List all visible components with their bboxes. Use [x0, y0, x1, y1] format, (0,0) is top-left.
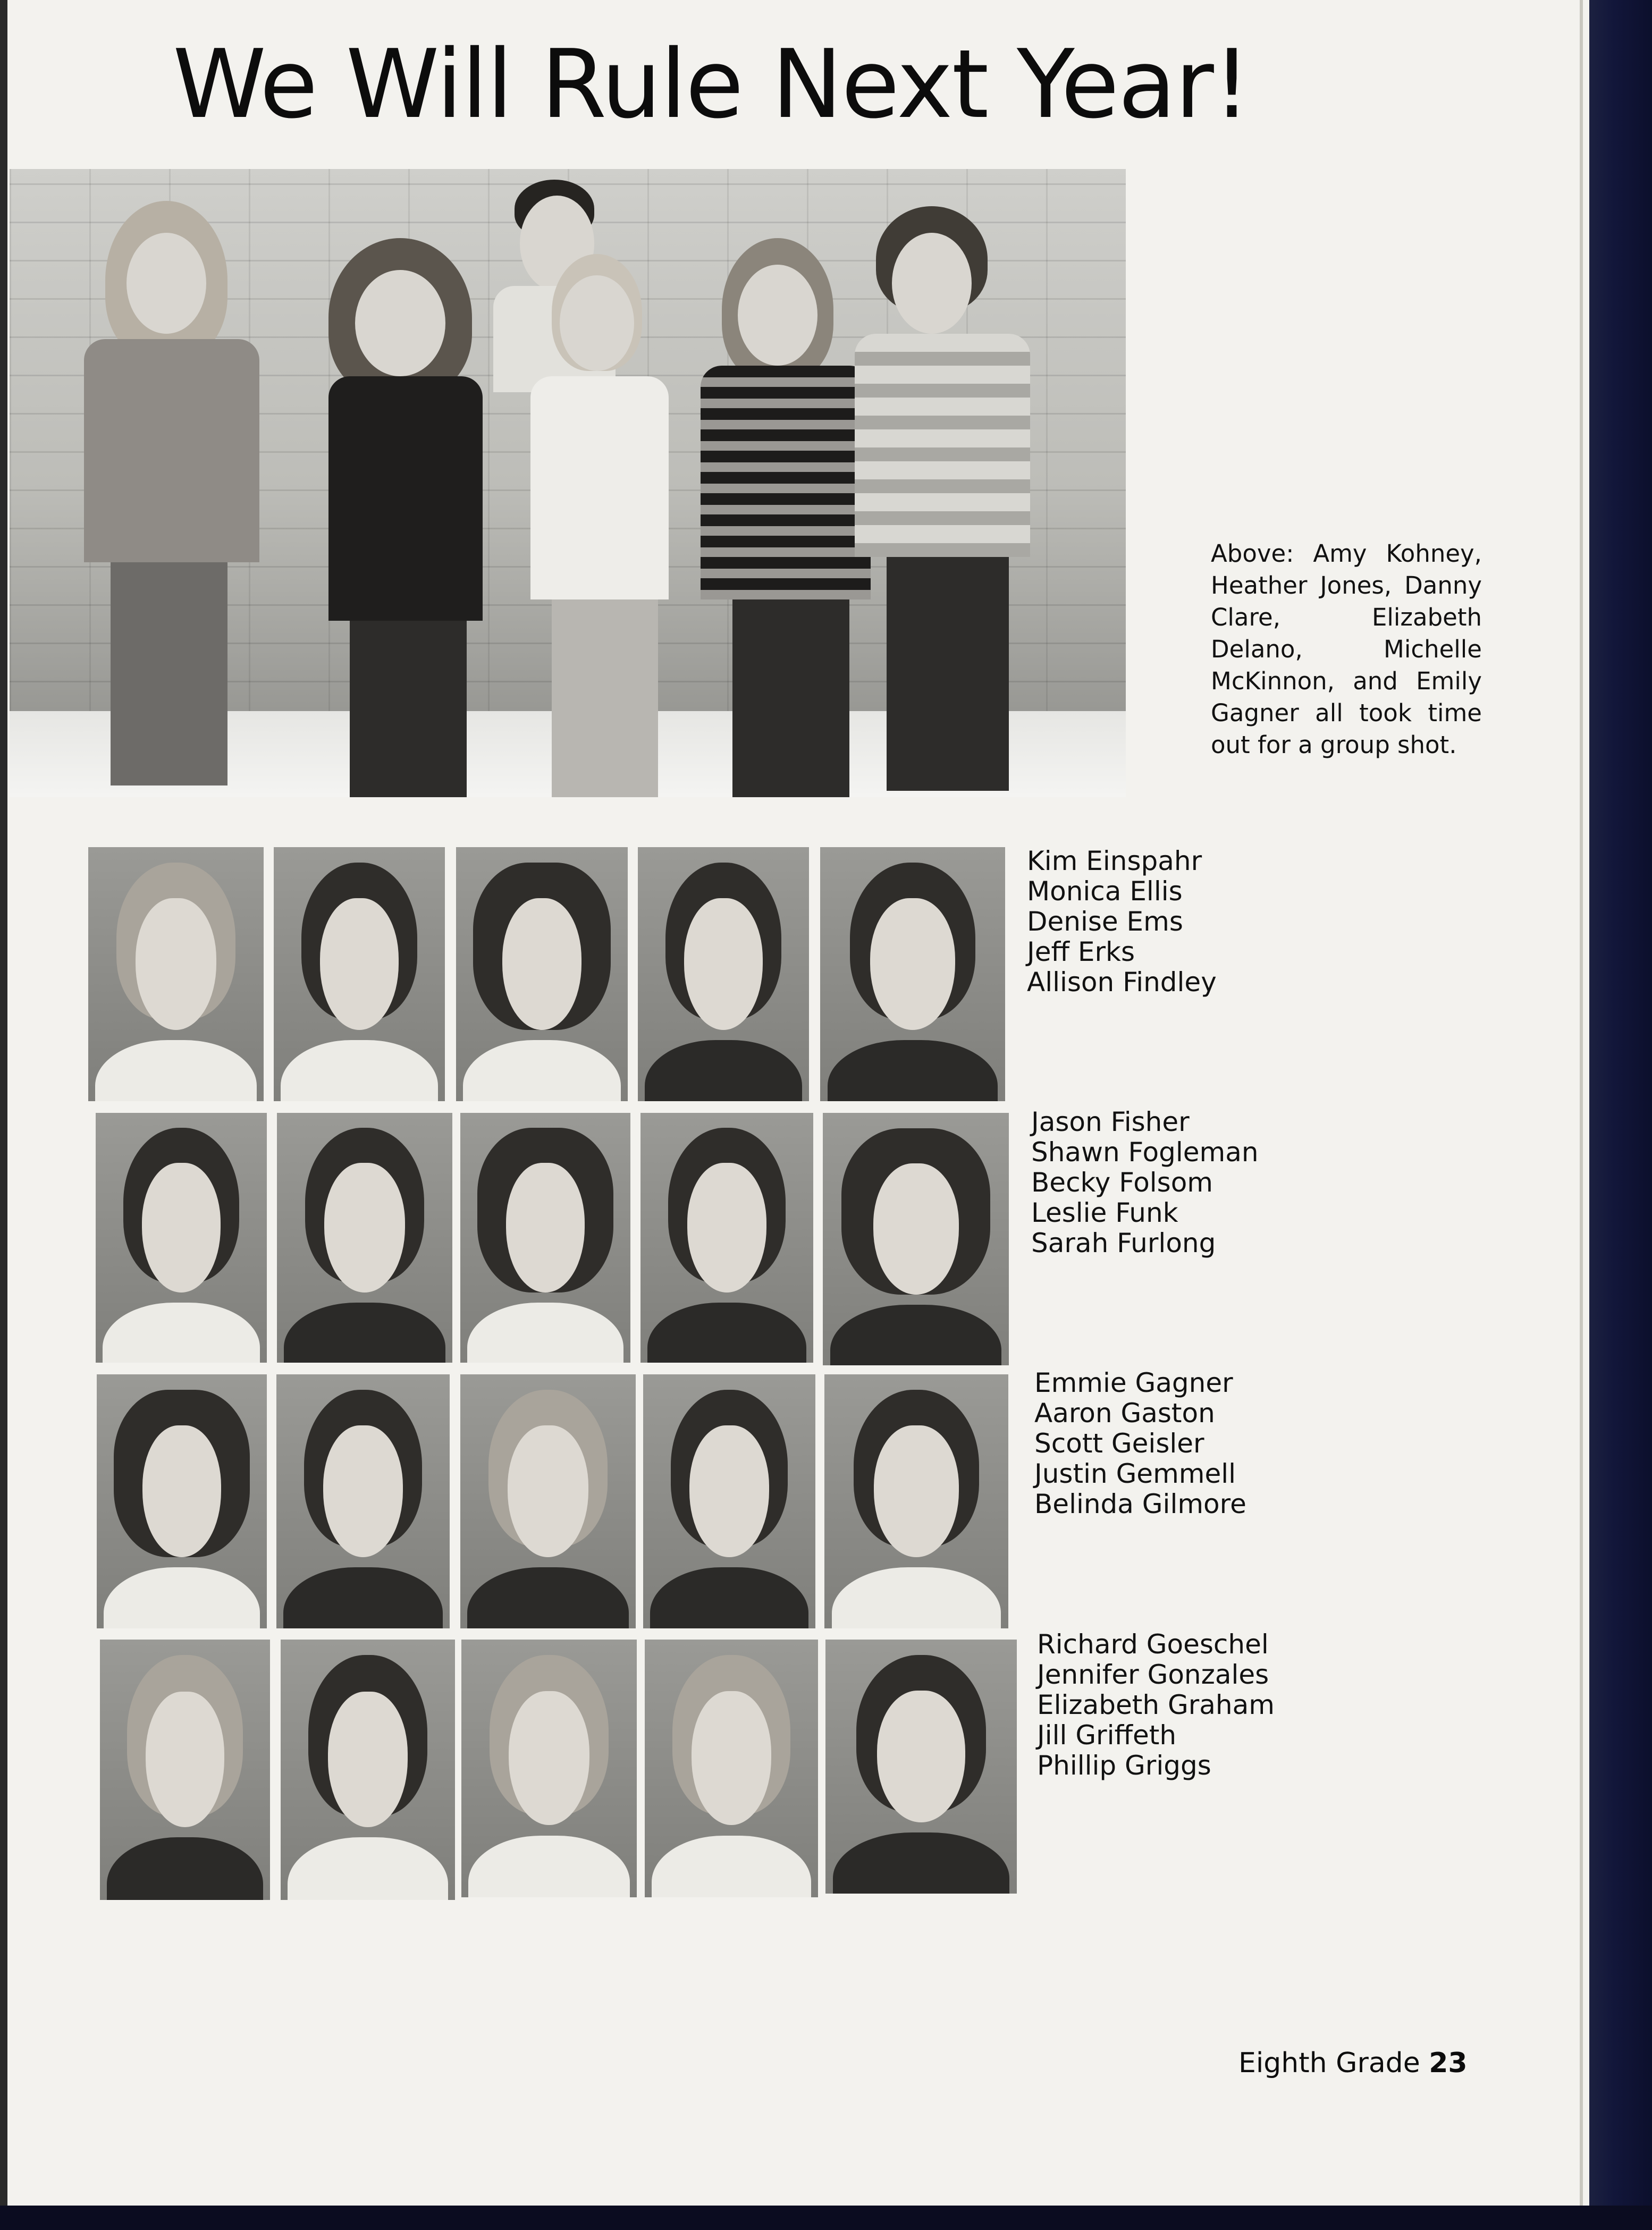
student-name: Jason Fisher [1031, 1106, 1190, 1137]
name-list-row-1 [1027, 846, 1217, 998]
scan-edge-left [0, 0, 7, 2230]
scan-edge-line [1580, 0, 1583, 2230]
student-name: Emmie Gagner [1034, 1367, 1233, 1398]
student-portrait [640, 1113, 813, 1363]
student-portrait [277, 1113, 452, 1363]
student-portrait [88, 847, 264, 1101]
student-portrait [820, 847, 1005, 1101]
student-name: Allison Findley [1027, 967, 1217, 998]
student-name: Shawn Fogleman [1031, 1137, 1259, 1168]
student-portrait [460, 1374, 636, 1628]
student-name: Belinda Gilmore [1034, 1489, 1246, 1519]
student-name: Sarah Furlong [1031, 1228, 1216, 1258]
student-portrait [638, 847, 809, 1101]
student-portrait [456, 847, 628, 1101]
student-name: Denise Ems [1027, 906, 1183, 937]
student-portrait [96, 1113, 267, 1363]
student-portrait [460, 1113, 630, 1363]
student-name: Leslie Funk [1031, 1197, 1178, 1228]
student-name: Scott Geisler [1034, 1428, 1204, 1459]
student-name: Monica Ellis [1027, 876, 1183, 907]
student-portrait [643, 1374, 815, 1628]
student-name: Kim Einspahr [1027, 846, 1202, 876]
photo-caption: Above: Amy Kohney, Heather Jones, Danny Clare, Elizabeth Delano, Michelle McKinnon, and Emily Gagner all took time out for a group shot. [1211, 539, 1482, 759]
student-portrait [100, 1640, 270, 1900]
name-list-row-3 [1034, 1368, 1246, 1519]
binding-edge [1589, 0, 1652, 2230]
student-portrait [281, 1640, 455, 1900]
group-photo [10, 169, 1126, 797]
student-portrait [645, 1640, 818, 1897]
student-name: Elizabeth Graham [1037, 1690, 1275, 1720]
student-portrait [276, 1374, 450, 1628]
student-name: Jennifer Gonzales [1037, 1659, 1269, 1690]
name-list-row-2 [1031, 1107, 1259, 1258]
section-label: Eighth Grade [1238, 2047, 1420, 2079]
student-portrait [825, 1640, 1017, 1894]
student-name: Becky Folsom [1031, 1167, 1213, 1198]
page-footer [1238, 2047, 1468, 2079]
student-name: Justin Gemmell [1034, 1458, 1236, 1489]
student-name: Phillip Griggs [1037, 1750, 1211, 1781]
name-list-row-4 [1037, 1629, 1275, 1781]
scan-edge-bottom [0, 2206, 1652, 2230]
student-name: Jill Griffeth [1037, 1720, 1177, 1751]
page-number: 23 [1429, 2047, 1468, 2079]
student-portrait [97, 1374, 267, 1628]
student-portrait [274, 847, 445, 1101]
student-portrait [823, 1113, 1009, 1365]
student-portrait [461, 1640, 637, 1897]
page-title: We Will Rule Next Year! [173, 29, 1250, 139]
student-name: Richard Goeschel [1037, 1629, 1269, 1660]
student-name: Aaron Gaston [1034, 1398, 1215, 1429]
student-portrait [824, 1374, 1008, 1628]
student-name: Jeff Erks [1027, 936, 1135, 967]
